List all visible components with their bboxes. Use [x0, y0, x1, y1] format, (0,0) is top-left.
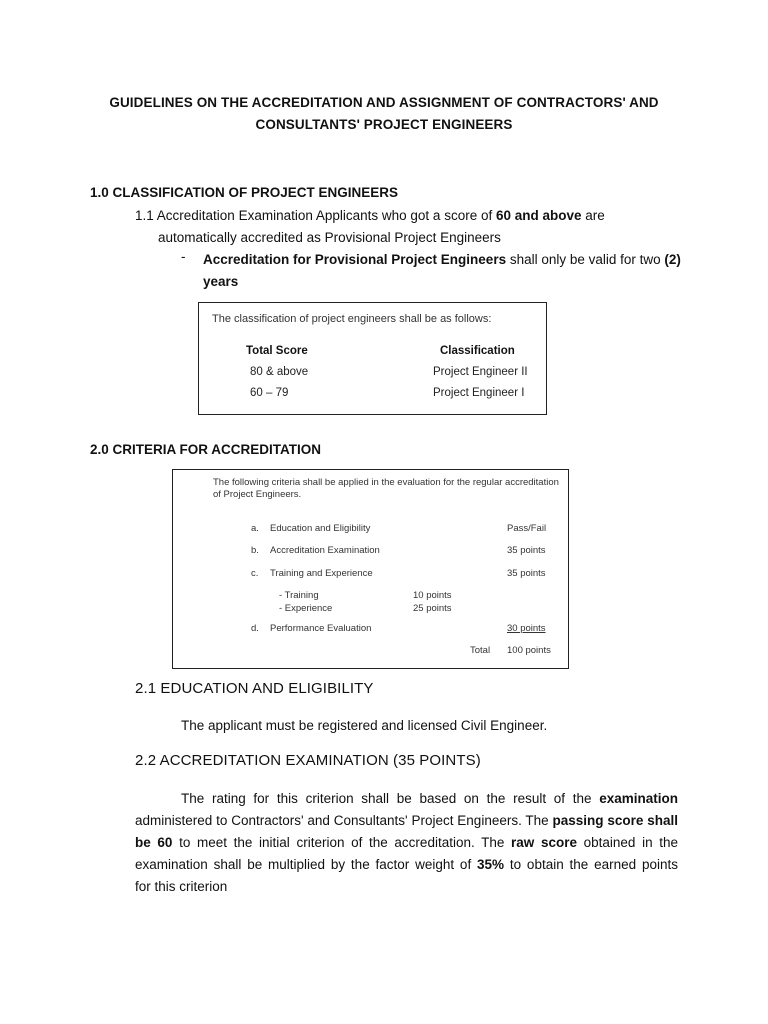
- criteria-c-letter: c.: [251, 568, 259, 579]
- subsection-2-1-heading: 2.1 EDUCATION AND ELIGIBILITY: [135, 680, 374, 697]
- line-4-text-2: to obtain the earned points: [504, 857, 678, 872]
- criteria-b-value: 35 points: [507, 545, 546, 556]
- line-4-text: examination shall be multiplied by the factor weight of: [135, 857, 478, 872]
- title-line-2: CONSULTANTS' PROJECT ENGINEERS: [255, 117, 513, 132]
- criteria-box: [172, 469, 569, 669]
- criteria-c-sub-experience: - Experience: [279, 603, 333, 614]
- paragraph-line-1: [135, 788, 678, 810]
- criteria-c-sub-training-value: 10 points: [413, 590, 452, 601]
- bullet-bold-2: (2): [664, 252, 681, 267]
- line-4-bold: 35%: [477, 857, 505, 872]
- row-2-score: 60 – 79: [250, 387, 289, 399]
- line-2-text: administered to Contractors' and Consultants' Project Engineers. The: [135, 813, 553, 828]
- row-2-classification: Project Engineer I: [433, 387, 525, 399]
- col-classification: Classification: [440, 345, 515, 357]
- paragraph-line-3: [135, 832, 678, 854]
- classification-box: [198, 302, 547, 415]
- bullet-bold: Accreditation for Provisional Project Engineers: [203, 252, 507, 267]
- criteria-d-label: Performance Evaluation: [270, 623, 372, 634]
- subsection-2-1-text: The applicant must be registered and licensed Civil Engineer.: [181, 718, 548, 733]
- criteria-d-value: 30 points: [507, 623, 546, 634]
- line-3-text-2: obtained in the: [576, 835, 678, 850]
- item-bold: 60 and above: [495, 208, 582, 223]
- col-total-score: Total Score: [246, 345, 308, 357]
- criteria-a-value: Pass/Fail: [507, 523, 547, 534]
- criteria-b-label: Accreditation Examination: [270, 545, 380, 556]
- section-1-item: [135, 205, 695, 227]
- classification-intro: The classification of project engineers shall be as follows:: [212, 313, 492, 325]
- line-3-bold-2: raw score: [511, 835, 577, 850]
- criteria-a-label: Education and Eligibility: [270, 523, 371, 534]
- row-1-classification: Project Engineer II: [433, 366, 528, 378]
- section-1-item-line2: automatically accredited as Provisional Project Engineers: [158, 230, 501, 245]
- criteria-d-letter: d.: [251, 623, 259, 634]
- criteria-c-label: Training and Experience: [270, 568, 373, 579]
- criteria-intro-1: The following criteria shall be applied in the evaluation for the regular accreditation: [213, 477, 559, 488]
- criteria-b-letter: b.: [251, 545, 259, 556]
- line-2-bold: passing score shall: [552, 813, 678, 828]
- line-3-bold: be 60: [135, 835, 173, 850]
- criteria-c-sub-experience-value: 25 points: [413, 603, 452, 614]
- criteria-total-label: Total: [470, 645, 491, 656]
- criteria-c-sub-training: - Training: [279, 590, 319, 601]
- paragraph-line-2: [135, 810, 678, 832]
- item-prefix: 1.1 Accreditation Examination Applicants who got a score of: [135, 208, 496, 223]
- bullet-dash: -: [181, 249, 186, 264]
- subsection-2-2-paragraph: [135, 788, 678, 898]
- criteria-a-letter: a.: [251, 523, 259, 534]
- line-1-bold: examination: [599, 791, 678, 806]
- document-title: [80, 92, 688, 136]
- subsection-2-2-heading: 2.2 ACCREDITATION EXAMINATION (35 POINTS): [135, 752, 481, 769]
- section-2-heading: 2.0 CRITERIA FOR ACCREDITATION: [90, 442, 322, 457]
- row-1-score: 80 & above: [250, 366, 309, 378]
- criteria-c-value: 35 points: [507, 568, 546, 579]
- criteria-intro-2: of Project Engineers.: [213, 489, 302, 500]
- line-3-text: to meet the initial criterion of the accreditation. The: [172, 835, 512, 850]
- bullet-line-2: years: [203, 274, 239, 289]
- paragraph-line-5: for this criterion: [135, 879, 228, 894]
- title-line-1: GUIDELINES ON THE ACCREDITATION AND ASSIGNMENT OF CONTRACTORS' AND: [109, 95, 659, 110]
- criteria-total-value: 100 points: [507, 645, 551, 656]
- section-1-bullet: [203, 249, 703, 271]
- line-1-text: The rating for this criterion shall be based on the result of the: [181, 791, 600, 806]
- paragraph-line-4: [135, 854, 678, 876]
- section-1-heading: 1.0 CLASSIFICATION OF PROJECT ENGINEERS: [90, 185, 399, 200]
- item-suffix: are: [581, 208, 605, 223]
- bullet-mid: shall only be valid for two: [506, 252, 665, 267]
